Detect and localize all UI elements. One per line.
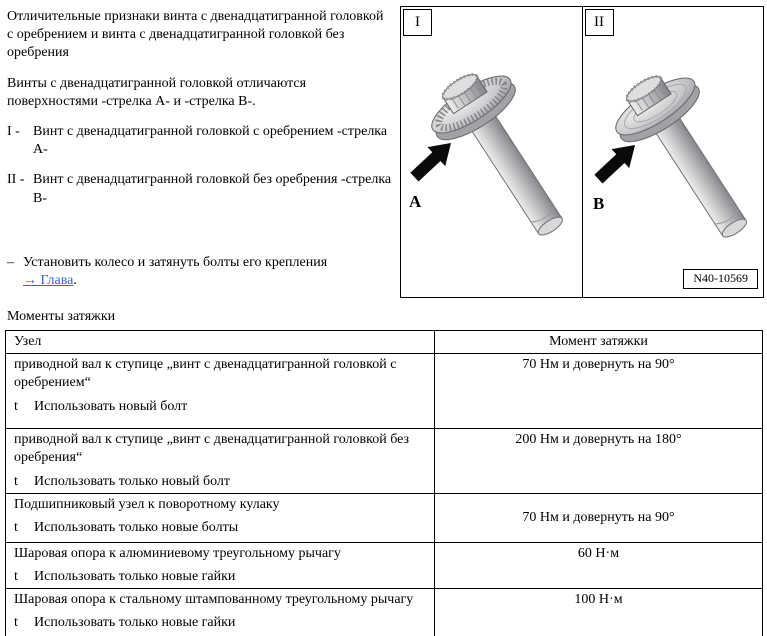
- note-text: Использовать только новые гайки: [34, 568, 236, 584]
- node-cell: [6, 589, 435, 636]
- bolt-ribbed-illustration: [401, 15, 581, 277]
- bolt-smooth-illustration: [583, 15, 763, 277]
- note-text: Использовать только новые болты: [34, 519, 239, 535]
- intro-text-block: [7, 8, 392, 290]
- section-heading: Отличительные признаки винта с двенадцатигранной головкой с оребрением и винта с двенадцатигранной головкой без оребрения: [7, 9, 384, 61]
- figure-panel-2: [582, 7, 764, 297]
- node-note: [14, 614, 426, 632]
- torque-section-title: Моменты затяжки: [7, 309, 116, 324]
- column-header-node: Узел: [6, 331, 435, 354]
- legend-item-2-number: II -: [7, 172, 25, 188]
- torque-cell: 100 Н·м: [435, 589, 763, 636]
- note-bullet-icon: t: [14, 519, 18, 535]
- note-bullet-icon: t: [14, 398, 18, 414]
- legend-item-2: [7, 171, 392, 207]
- step-text: Установить колесо и затянуть болты его крепления: [23, 254, 328, 270]
- step-link-line: [23, 272, 327, 290]
- table-row: [6, 542, 763, 588]
- step-dash: –: [7, 254, 14, 270]
- note-bullet-icon: t: [14, 568, 18, 584]
- node-name: Шаровая опора к стальному штампованному треугольному рычагу: [14, 592, 414, 608]
- node-name: приводной вал к ступице „винт с двенадцатигранной головкой без оребрения“: [14, 432, 410, 466]
- node-cell: [6, 542, 435, 588]
- column-header-torque: Момент затяжки: [435, 331, 763, 354]
- note-bullet-icon: t: [14, 473, 18, 489]
- table-row: [6, 429, 763, 494]
- table-row: [6, 589, 763, 636]
- arrow-a-label: A: [409, 192, 422, 211]
- node-name: приводной вал к ступице „винт с двенадцатигранной головкой с оребрением“: [14, 357, 397, 391]
- torque-table-header-row: [6, 331, 763, 354]
- arrow-b-label: B: [592, 194, 604, 213]
- node-cell: [6, 493, 435, 542]
- node-note: [14, 519, 426, 537]
- torque-cell: 70 Нм и довернуть на 90°: [435, 493, 763, 542]
- figure-panel-1: [401, 7, 582, 297]
- torque-cell: 60 Н·м: [435, 542, 763, 588]
- step-period: .: [73, 272, 77, 288]
- legend-item-1-text: Винт с двенадцатигранной головкой с оребрением -стрелка A-: [33, 123, 388, 158]
- node-name: Подшипниковый узел к поворотному кулаку: [14, 496, 280, 512]
- torque-cell: 70 Нм и довернуть на 90°: [435, 354, 763, 429]
- table-row: [6, 493, 763, 542]
- node-cell: [6, 354, 435, 429]
- procedure-step: [7, 254, 392, 290]
- node-note: [14, 473, 426, 491]
- chapter-link[interactable]: → Глава: [23, 272, 74, 288]
- figure-n40-10569: [400, 6, 764, 298]
- note-text: Использовать новый болт: [34, 398, 188, 414]
- arrow-a-icon: [406, 133, 460, 186]
- table-row: [6, 354, 763, 429]
- node-note: [14, 398, 426, 416]
- node-name: Шаровая опора к алюминиевому треугольному рычагу: [14, 545, 341, 561]
- node-cell: [6, 429, 435, 494]
- figure-number-badge: N40-10569: [683, 269, 758, 289]
- legend-item-2-text: Винт с двенадцатигранной головкой без оребрения -стрелка B-: [33, 172, 392, 206]
- torque-table: [5, 330, 763, 636]
- note-text: Использовать только новый болт: [34, 473, 230, 489]
- arrow-b-icon: [589, 135, 643, 188]
- legend-item-1: [7, 123, 392, 159]
- panel-2-label: II: [585, 9, 614, 36]
- node-note: [14, 568, 426, 586]
- legend-item-1-number: I -: [7, 123, 20, 139]
- torque-cell: 200 Нм и довернуть на 180°: [435, 429, 763, 494]
- note-text: Использовать только новые гайки: [34, 615, 236, 631]
- intro-paragraph: Винты с двенадцатигранной головкой отличаются поверхностями -стрелка A- и -стрелка B-.: [7, 75, 307, 109]
- panel-1-label: I: [403, 9, 432, 36]
- note-bullet-icon: t: [14, 615, 18, 631]
- step-body: [23, 254, 327, 290]
